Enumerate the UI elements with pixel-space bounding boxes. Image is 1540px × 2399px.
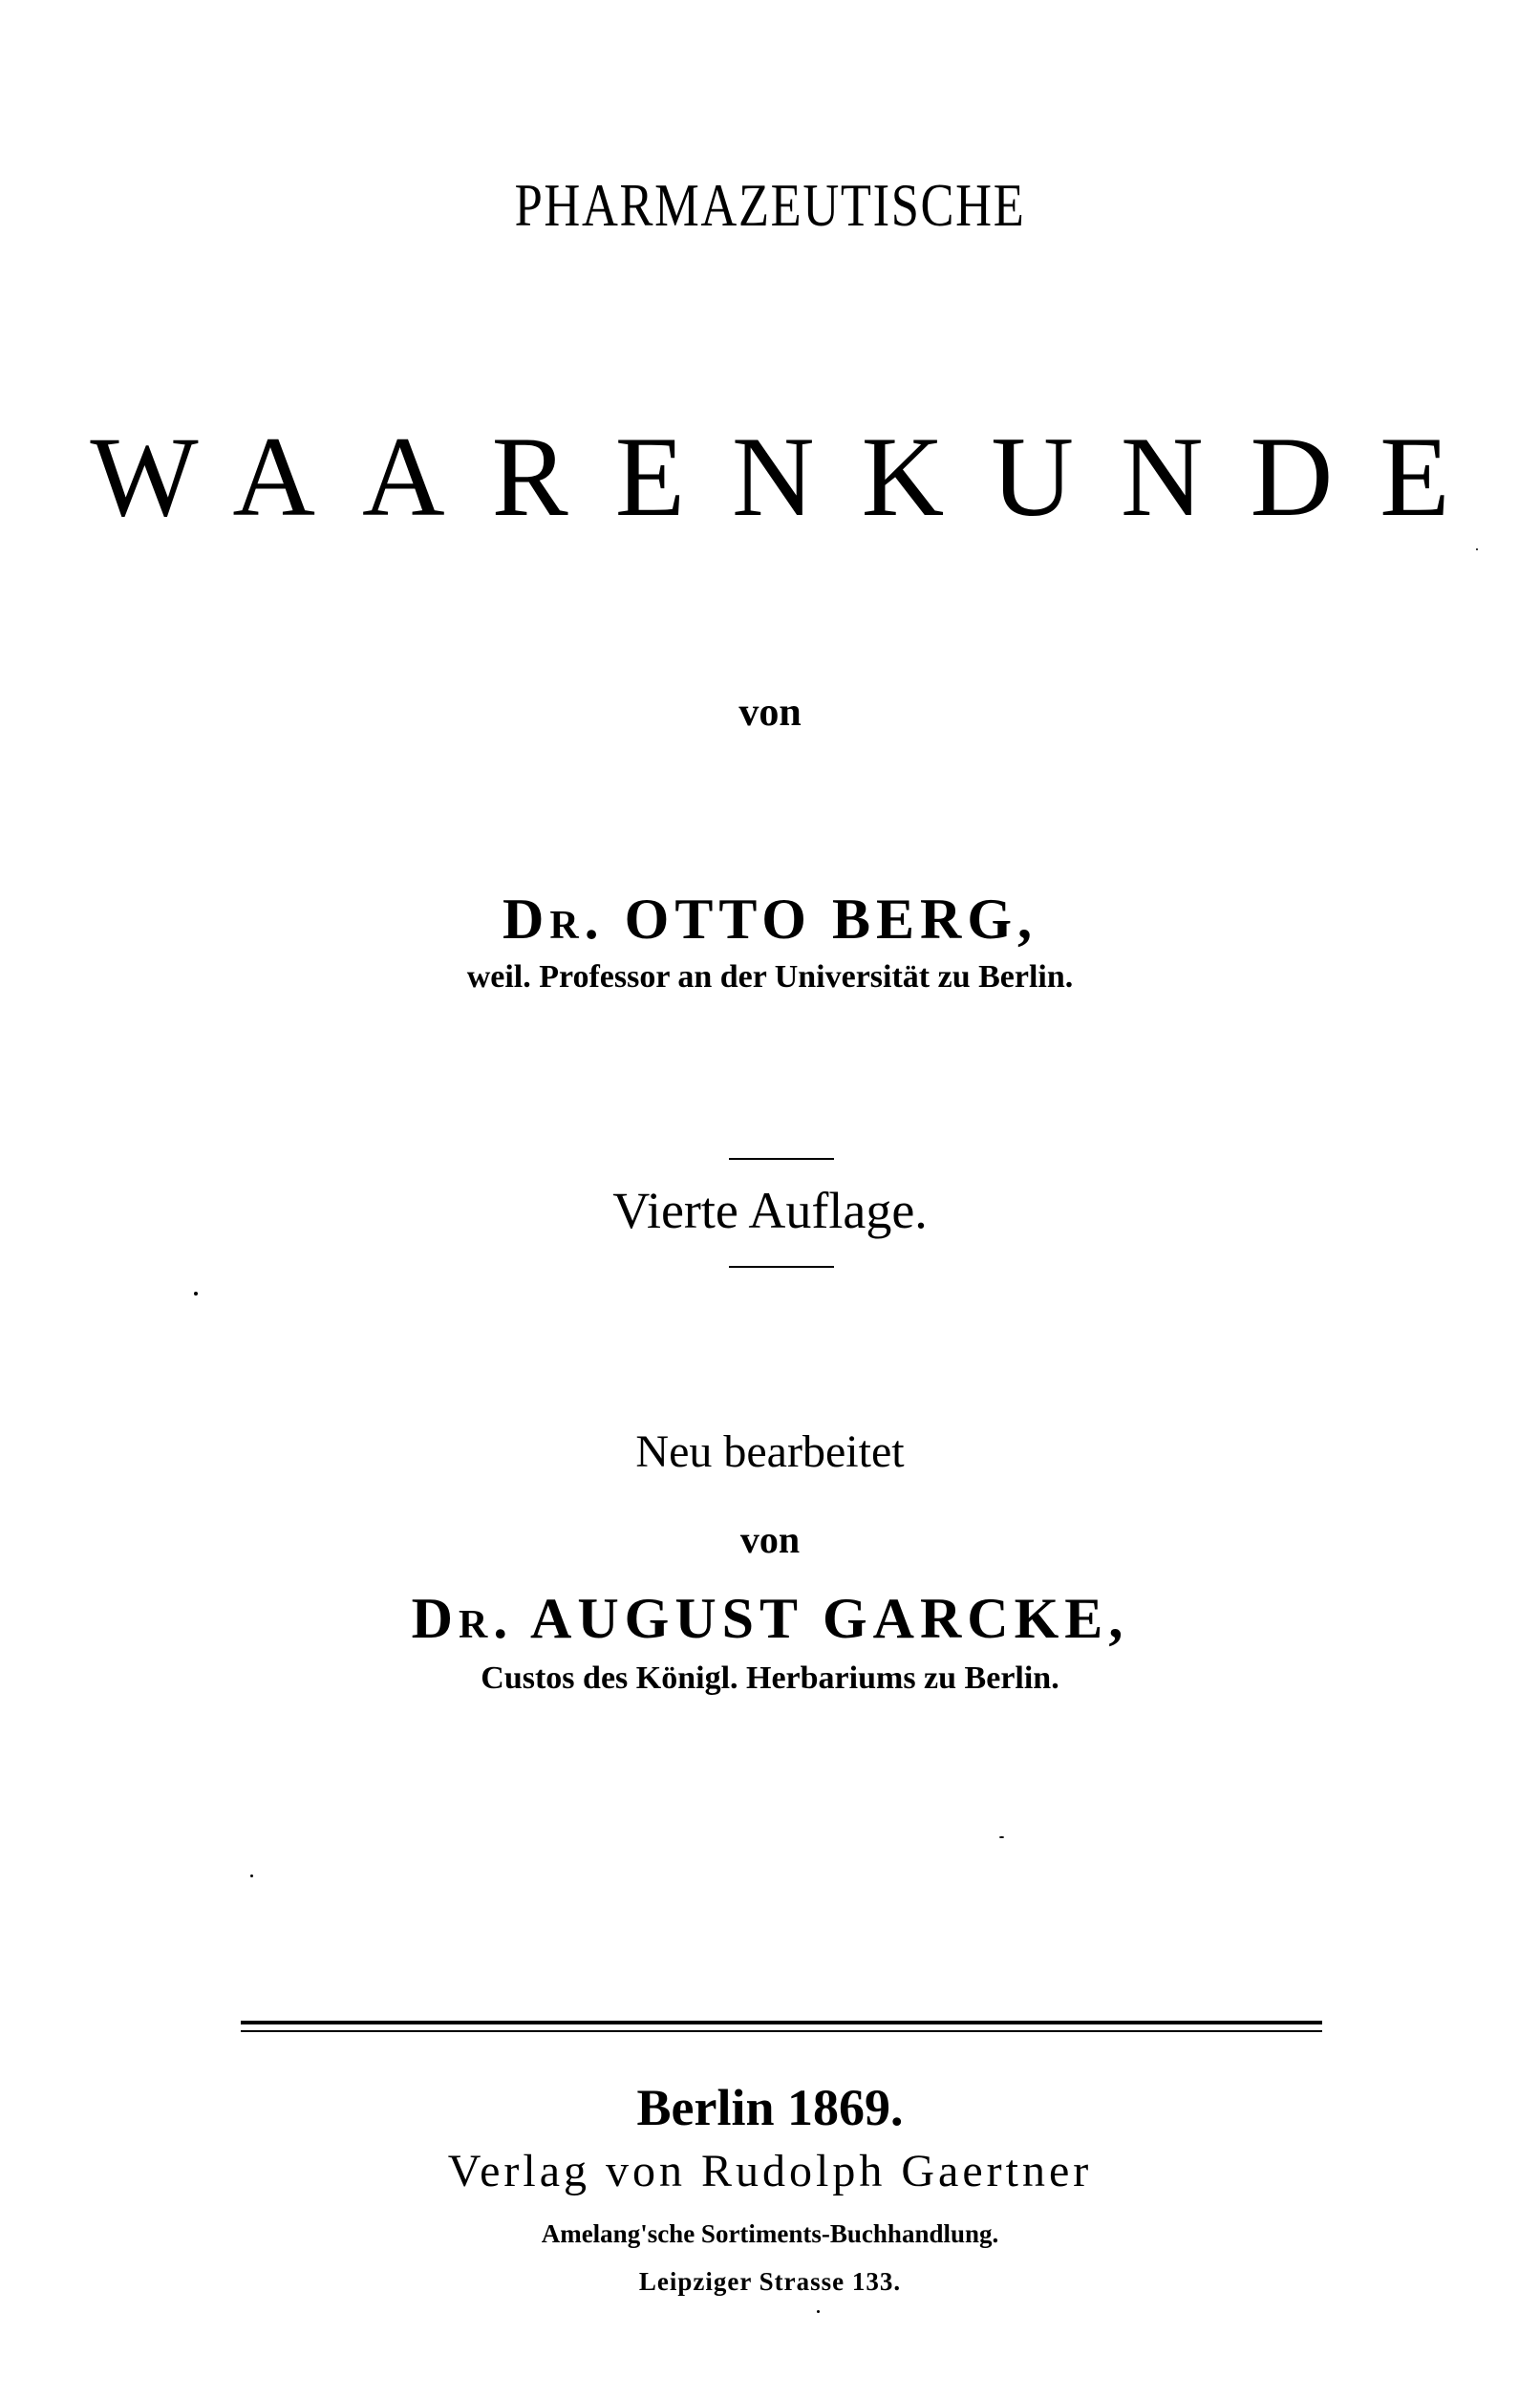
author-1-name: OTTO BERG, bbox=[624, 888, 1037, 951]
speck bbox=[999, 1836, 1004, 1838]
von-second: von bbox=[739, 1518, 801, 1561]
imprint-bookshop: Amelang'sche Sortiments-Buchhandlung. bbox=[541, 2219, 999, 2248]
author-1-description: weil. Professor an der Universität zu Berlin. bbox=[466, 959, 1074, 995]
author-august-garcke bbox=[0, 1586, 1540, 1652]
imprint-publisher: Verlag von Rudolph Gaertner bbox=[447, 2146, 1093, 2196]
author-2-prefix: Dr. bbox=[411, 1587, 514, 1650]
speck bbox=[817, 2310, 820, 2313]
edition: Vierte Auflage. bbox=[612, 1182, 928, 1239]
double-rule-top bbox=[241, 2021, 1322, 2024]
title-top: PHARMAZEUTISCHE bbox=[514, 171, 1026, 239]
divider-below-edition bbox=[729, 1266, 834, 1268]
double-rule-bottom bbox=[241, 2030, 1322, 2032]
von-first: von bbox=[738, 691, 802, 735]
speck bbox=[194, 1292, 198, 1296]
author-2-description: Custos des Königl. Herbariums zu Berlin. bbox=[481, 1660, 1059, 1696]
revision-note: Neu bearbeitet bbox=[635, 1426, 905, 1477]
author-otto-berg bbox=[0, 887, 1540, 953]
speck bbox=[1476, 548, 1478, 550]
author-1-prefix: Dr. bbox=[502, 888, 605, 951]
author-2-name: AUGUST GARCKE, bbox=[530, 1587, 1129, 1650]
divider-above-edition bbox=[729, 1158, 834, 1160]
imprint-address: Leipziger Strasse 133. bbox=[638, 2267, 902, 2296]
title-main: WAARENKUNDE bbox=[90, 413, 1497, 540]
speck bbox=[250, 1874, 253, 1877]
imprint-place-year: Berlin 1869. bbox=[636, 2079, 904, 2136]
